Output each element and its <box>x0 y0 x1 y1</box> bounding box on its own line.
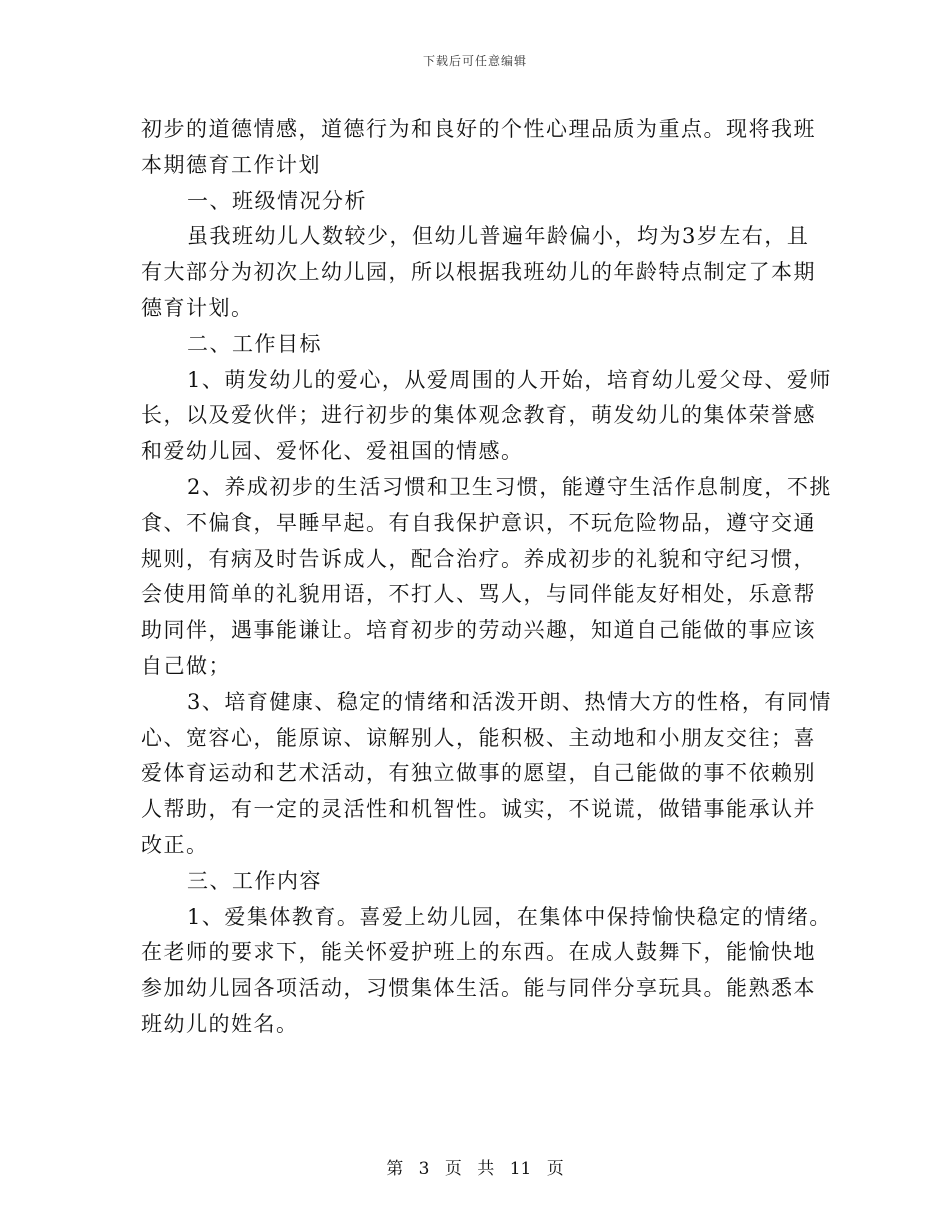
text-line: 食、不偏食，早睡早起。有自我保护意识，不玩危险物品，遵守交通 <box>141 510 816 535</box>
text-line: 和爱幼儿园、爱怀化、爱祖国的情感。 <box>141 439 524 464</box>
page-footer: 第 3 页 共 11 页 <box>386 1159 564 1179</box>
text-line: 会使用简单的礼貌用语，不打人、骂人，与同伴能友好相处，乐意帮 <box>141 582 816 607</box>
text-line: 1、萌发幼儿的爱心，从爱周围的人开始，培育幼儿爱父母、爱师 <box>187 367 832 392</box>
text-line: 参加幼儿园各项活动，习惯集体生活。能与同伴分享玩具。能熟悉本 <box>141 976 816 1001</box>
text-line: 规则，有病及时告诉成人，配合治疗。养成初步的礼貌和守纪习惯， <box>141 546 816 571</box>
text-line: 心、宽容心，能原谅、谅解别人，能积极、主动地和小朋友交往；喜 <box>141 725 816 750</box>
text-line: 自己做； <box>141 653 231 678</box>
text-line: 长，以及爱伙伴；进行初步的集体观念教育，萌发幼儿的集体荣誉感 <box>141 403 816 428</box>
text-line: 有大部分为初次上幼儿园，所以根据我班幼儿的年龄特点制定了本期 <box>141 260 816 285</box>
text-line: 人帮助，有一定的灵活性和机智性。诚实，不说谎，做错事能承认并 <box>141 797 816 822</box>
text-line: 2、养成初步的生活习惯和卫生习惯，能遵守生活作息制度，不挑 <box>187 474 832 499</box>
text-line: 1、爱集体教育。喜爱上幼儿园，在集体中保持愉快稳定的情绪。 <box>187 904 832 929</box>
text-line: 班幼儿的姓名。 <box>141 1011 299 1036</box>
text-line: 爱体育运动和艺术活动，有独立做事的愿望，自己能做的事不依赖别 <box>141 761 816 786</box>
page-header: 下载后可任意编辑 <box>422 54 527 68</box>
text-line: 三、工作内容 <box>187 868 322 893</box>
text-line: 一、班级情况分析 <box>187 188 367 213</box>
text-line: 德育计划。 <box>141 295 254 320</box>
text-line: 初步的道德情感，道德行为和良好的个性心理品质为重点。现将我班 <box>141 117 816 141</box>
text-line: 助同伴，遇事能谦让。培育初步的劳动兴趣，知道自己能做的事应该 <box>141 618 816 643</box>
text-line: 改正。 <box>141 832 209 857</box>
text-line: 在老师的要求下，能关怀爱护班上的东西。在成人鼓舞下，能愉快地 <box>141 940 816 965</box>
text-line: 3、培育健康、稳定的情绪和活泼开朗、热情大方的性格，有同情 <box>187 689 832 714</box>
text-line: 本期德育工作计划 <box>141 152 321 177</box>
text-line: 二、工作目标 <box>187 331 322 356</box>
document-body <box>141 112 832 1043</box>
text-line: 虽我班幼儿人数较少，但幼儿普遍年龄偏小，均为3岁左右，且 <box>187 224 810 249</box>
